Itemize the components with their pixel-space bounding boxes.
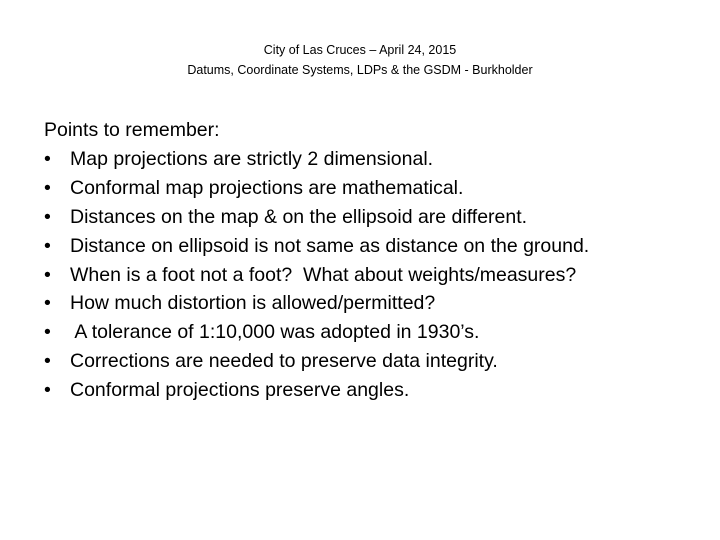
points-heading: Points to remember: <box>44 119 220 141</box>
bullet-item <box>44 289 704 318</box>
bullet-icon: • <box>44 263 51 286</box>
bullet-text: Conformal map projections are mathematical. <box>70 176 464 199</box>
bullet-text: When is a foot not a foot? What about weights/measures? <box>70 263 577 286</box>
bullet-icon: • <box>44 234 51 257</box>
header-subtitle-line: Datums, Coordinate Systems, LDPs & the GSDM - Burkholder <box>187 63 533 77</box>
bullet-icon: • <box>44 205 51 228</box>
header-title-line: City of Las Cruces – April 24, 2015 <box>263 43 457 57</box>
bullet-item <box>44 261 704 290</box>
bullet-icon: • <box>44 321 51 344</box>
bullet-text: Conformal projections preserve angles. <box>70 379 410 402</box>
bullet-text: Distances on the map & on the ellipsoid are different. <box>70 205 528 228</box>
bullet-text: Distance on ellipsoid is not same as distance on the ground. <box>70 234 590 257</box>
slide-body <box>44 116 704 405</box>
bullet-icon: • <box>44 350 51 373</box>
bullet-icon: • <box>44 292 51 315</box>
bullet-icon: • <box>44 176 51 199</box>
bullet-text: Map projections are strictly 2 dimensional. <box>70 147 434 170</box>
bullet-icon: • <box>44 379 51 402</box>
bullet-text: How much distortion is allowed/permitted? <box>70 292 436 315</box>
bullet-item <box>44 376 704 405</box>
bullet-item <box>44 347 704 376</box>
bullet-icon: • <box>44 147 51 170</box>
bullet-text: Corrections are needed to preserve data integrity. <box>70 350 498 373</box>
bullet-text: A tolerance of 1:10,000 was adopted in 1930’s. <box>70 321 480 344</box>
bullet-item <box>44 203 704 232</box>
bullet-item <box>44 318 704 347</box>
bullet-item <box>44 174 704 203</box>
bullet-item <box>44 145 704 174</box>
bullet-list <box>44 145 704 405</box>
bullet-item <box>44 232 704 261</box>
slide-header <box>0 40 720 80</box>
